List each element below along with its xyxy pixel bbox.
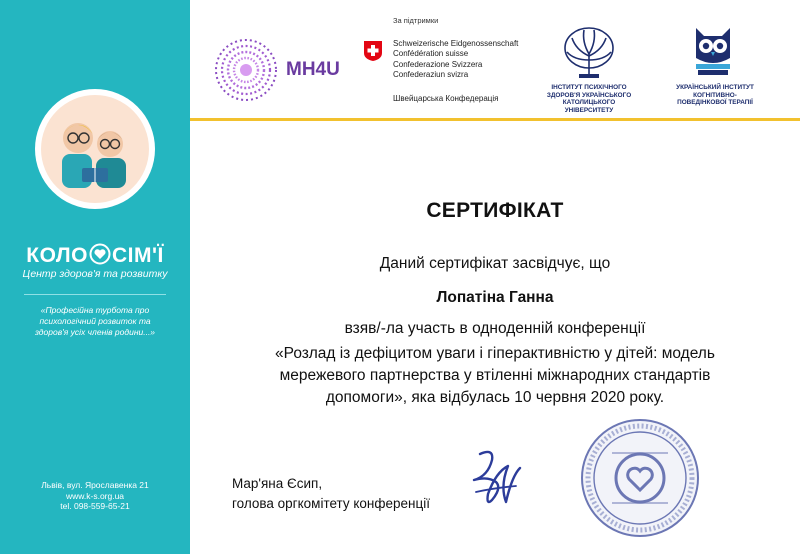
contact-phone: tel. 098-559-65-21	[60, 501, 130, 511]
brand-tagline: Центр здоров'я та розвитку	[22, 268, 168, 280]
quote-line: психологічний розвиток та	[39, 316, 151, 326]
brand-name	[0, 244, 190, 268]
quote-line: «Професійна турбота про	[40, 305, 150, 315]
ucu-institute-name	[534, 84, 644, 114]
family-illustration-icon	[34, 88, 156, 210]
contact-address: Львів, вул. Ярославенка 21	[41, 480, 149, 490]
swiss-cross-icon	[362, 40, 384, 62]
owl-text-line: УКРАЇНСЬКИЙ ІНСТИТУТ	[676, 84, 754, 91]
ucu-tree-logo	[562, 24, 616, 80]
sidebar-quote	[22, 305, 168, 338]
handwritten-signature	[466, 446, 526, 510]
swiss-name-rm: Confederaziun svizra	[393, 69, 469, 79]
cbt-institute-name	[660, 84, 770, 107]
owl-text-line: КОГНІТИВНО-	[693, 91, 737, 99]
owl-text-line: ПОВЕДІНКОВОЇ ТЕРАПІЇ	[677, 99, 753, 107]
ucu-text-line: ЗДОРОВ'Я УКРАЇНСЬКОГО	[546, 91, 632, 99]
sidebar-contact	[0, 480, 190, 512]
certificate-title: СЕРТИФІКАТ	[426, 199, 564, 222]
certificate-line: взяв/-ла участь в одноденній конференції	[344, 320, 646, 337]
swiss-name-ua: Швейцарська Конфедерація	[393, 94, 499, 103]
certificate-line: «Розлад із дефіцитом уваги і гіперактивністю у дітей: модель	[275, 345, 715, 362]
mh4u-dots-logo	[212, 36, 280, 104]
swiss-name-fr: Confédération suisse	[393, 49, 469, 59]
mh4u-label: MH4U	[286, 59, 340, 80]
ucu-text-line: ІНСТИТУТ ПСИХІЧНОГО	[551, 84, 627, 91]
signer-name: Мар'яна Єсип,	[232, 476, 323, 491]
owl-books-logo	[690, 22, 736, 80]
brand-left-text: КОЛО	[26, 244, 88, 267]
ucu-text-line: УНІВЕРСИТЕТУ	[564, 106, 614, 114]
brand-right-text: СІМ'Ї	[111, 244, 164, 267]
certificate-line: мережевого партнерства у втіленні міжнародних стандартів	[279, 367, 711, 384]
support-label: За підтримки	[393, 16, 439, 25]
ucu-text-line: КАТОЛИЦЬКОГО	[562, 99, 616, 107]
round-seal-stamp	[578, 416, 702, 540]
signer-role: голова оргкомітету конференції	[232, 496, 430, 511]
swiss-name-de: Schweizerische Eidgenossenschaft	[393, 39, 519, 48]
contact-website: www.k-s.org.ua	[65, 490, 125, 501]
recipient-name: Лопатіна Ганна	[436, 289, 554, 306]
swiss-confederation-names	[393, 39, 518, 80]
sidebar-divider	[24, 294, 166, 295]
certificate-intro: Даний сертифікат засвідчує, що	[379, 255, 611, 272]
certificate-line: допомоги», яка відбулась 10 червня 2020 року.	[325, 389, 665, 406]
heart-circle-icon	[89, 243, 111, 265]
sidebar	[0, 0, 190, 554]
quote-line: здоров'я усіх членів родини...»	[34, 327, 156, 337]
swiss-name-it: Confederazione Svizzera	[393, 59, 483, 69]
header-divider	[190, 118, 800, 121]
